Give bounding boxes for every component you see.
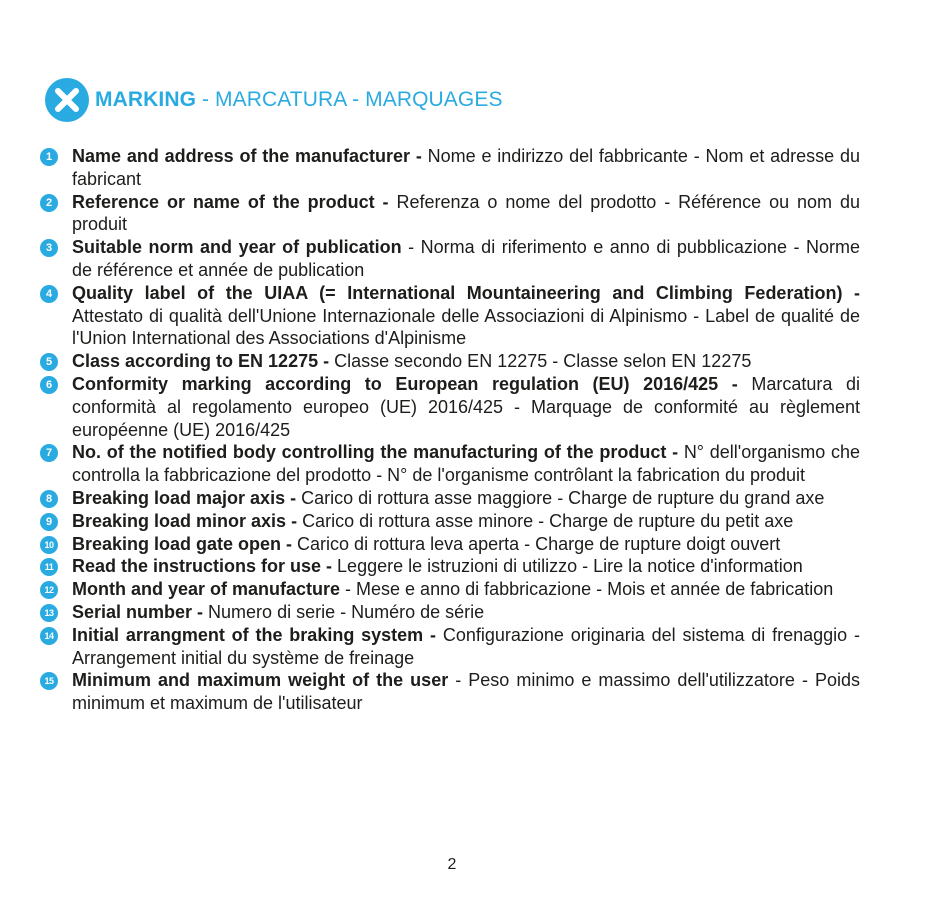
item-text: [72, 236, 860, 282]
item-text: [72, 624, 860, 670]
item-text: [72, 578, 860, 601]
item-text: [72, 601, 860, 624]
item-text: [72, 145, 860, 191]
item-text: [72, 282, 860, 350]
section-title: [95, 88, 503, 112]
item-label-english: Breaking load minor axis -: [72, 510, 303, 531]
item-label-english: Serial number -: [72, 601, 209, 622]
item-number-badge: 9: [40, 513, 58, 531]
item-text: [72, 555, 860, 578]
item-number-badge: 12: [40, 581, 58, 599]
item-text: [72, 191, 860, 237]
x-icon: [45, 78, 89, 122]
marking-item: [40, 487, 860, 510]
item-label-english: Class according to EN 12275 -: [72, 351, 335, 372]
item-translations: Referenza o nome del prodotto - Référence ou nom du produit: [72, 191, 860, 235]
marking-item: [40, 533, 860, 556]
item-translations: - Peso minimo e massimo dell'utilizzatore - Poids minimum et maximum de l'utilisateur: [72, 670, 861, 714]
item-translations: Numero di serie - Numéro de série: [208, 601, 485, 622]
item-label-english: Initial arrangment of the braking system -: [72, 624, 443, 645]
item-number-badge: 8: [40, 490, 58, 508]
item-translations: Carico di rottura asse minore - Charge de rupture du petit axe: [302, 510, 794, 531]
item-text: [72, 350, 860, 373]
marking-item: [40, 191, 860, 237]
marking-item: [40, 236, 860, 282]
item-number-badge: 2: [40, 194, 58, 212]
item-translations: - Norma di riferimento e anno di pubblicazione - Norme de référence et année de publication: [72, 237, 860, 280]
item-text: [72, 510, 860, 533]
item-text: [72, 373, 860, 441]
item-number-badge: 11: [40, 558, 58, 576]
item-translations: Marcatura di conformità al regolamento europeo (UE) 2016/425 - Marquage de conformité au règlement européenne (UE) 2016/425: [72, 373, 860, 440]
marking-item: [40, 601, 860, 624]
item-translations: Classe secondo EN 12275 - Classe selon EN 12275: [334, 351, 752, 372]
item-translations: - Mese e anno di fabbricazione - Mois et année de fabrication: [340, 579, 834, 600]
marking-item: [40, 578, 860, 601]
item-label-english: Minimum and maximum weight of the user: [72, 670, 449, 691]
item-translations: Leggere le istruzioni di utilizzo - Lire la notice d'information: [337, 556, 803, 577]
item-label-english: Quality label of the UIAA (= International Mountaineering and Climbing Federation) -: [72, 282, 860, 303]
item-translations: Attestato di qualità dell'Unione Internazionale delle Associazioni di Alpinismo - Label de qualité de l'Union International des Associations d'Alpinisme: [72, 305, 860, 349]
item-text: [72, 533, 860, 556]
item-label-english: Reference or name of the product -: [72, 191, 397, 212]
marking-item: [40, 441, 860, 487]
section-heading: [45, 78, 503, 122]
item-number-badge: 3: [40, 239, 58, 257]
item-label-english: Suitable norm and year of publication: [72, 237, 402, 258]
item-number-badge: 13: [40, 604, 58, 622]
item-text: [72, 669, 860, 715]
page-number: 2: [447, 856, 457, 873]
item-number-badge: 1: [40, 148, 58, 166]
marking-item: [40, 282, 860, 350]
item-label-english: Read the instructions for use -: [72, 556, 338, 577]
marking-item: [40, 373, 860, 441]
item-label-english: Month and year of manufacture: [72, 579, 341, 600]
item-label-english: Breaking load gate open -: [72, 533, 298, 554]
item-label-english: No. of the notified body controlling the manufacturing of the product -: [72, 442, 684, 463]
item-number-badge: 5: [40, 353, 58, 371]
item-label-english: Breaking load major axis -: [72, 487, 302, 508]
item-translations: Nome e indirizzo del fabbricante - Nom et adresse du fabricant: [72, 146, 860, 189]
section-title-subtitle: - MARCATURA - MARQUAGES: [196, 88, 503, 111]
item-text: [72, 441, 860, 487]
item-translations: Configurazione originaria del sistema di frenaggio - Arrangement initial du système de freinage: [72, 624, 860, 668]
item-translations: N° dell'organismo che controlla la fabbricazione del prodotto - N° de l'organisme contrôlant la fabrication du produit: [72, 442, 861, 486]
item-translations: Carico di rottura asse maggiore - Charge de rupture du grand axe: [301, 487, 825, 508]
marking-item: [40, 510, 860, 533]
item-text: [72, 487, 860, 510]
item-number-badge: 6: [40, 376, 58, 394]
marking-item: [40, 624, 860, 670]
marking-item: [40, 145, 860, 191]
marking-item: [40, 669, 860, 715]
section-title-bold: MARKING: [95, 88, 197, 111]
item-label-english: Name and address of the manufacturer -: [72, 146, 428, 166]
item-translations: Carico di rottura leva aperta - Charge de rupture doigt ouvert: [297, 533, 781, 554]
marking-item: [40, 350, 860, 373]
marking-list: [40, 145, 860, 715]
item-number-badge: 7: [40, 444, 58, 462]
item-number-badge: 14: [40, 627, 58, 645]
item-number-badge: 4: [40, 285, 58, 303]
marking-item: [40, 555, 860, 578]
item-number-badge: 15: [40, 672, 58, 690]
item-label-english: Conformity marking according to European regulation (EU) 2016/425 -: [72, 373, 752, 394]
item-number-badge: 10: [40, 536, 58, 554]
